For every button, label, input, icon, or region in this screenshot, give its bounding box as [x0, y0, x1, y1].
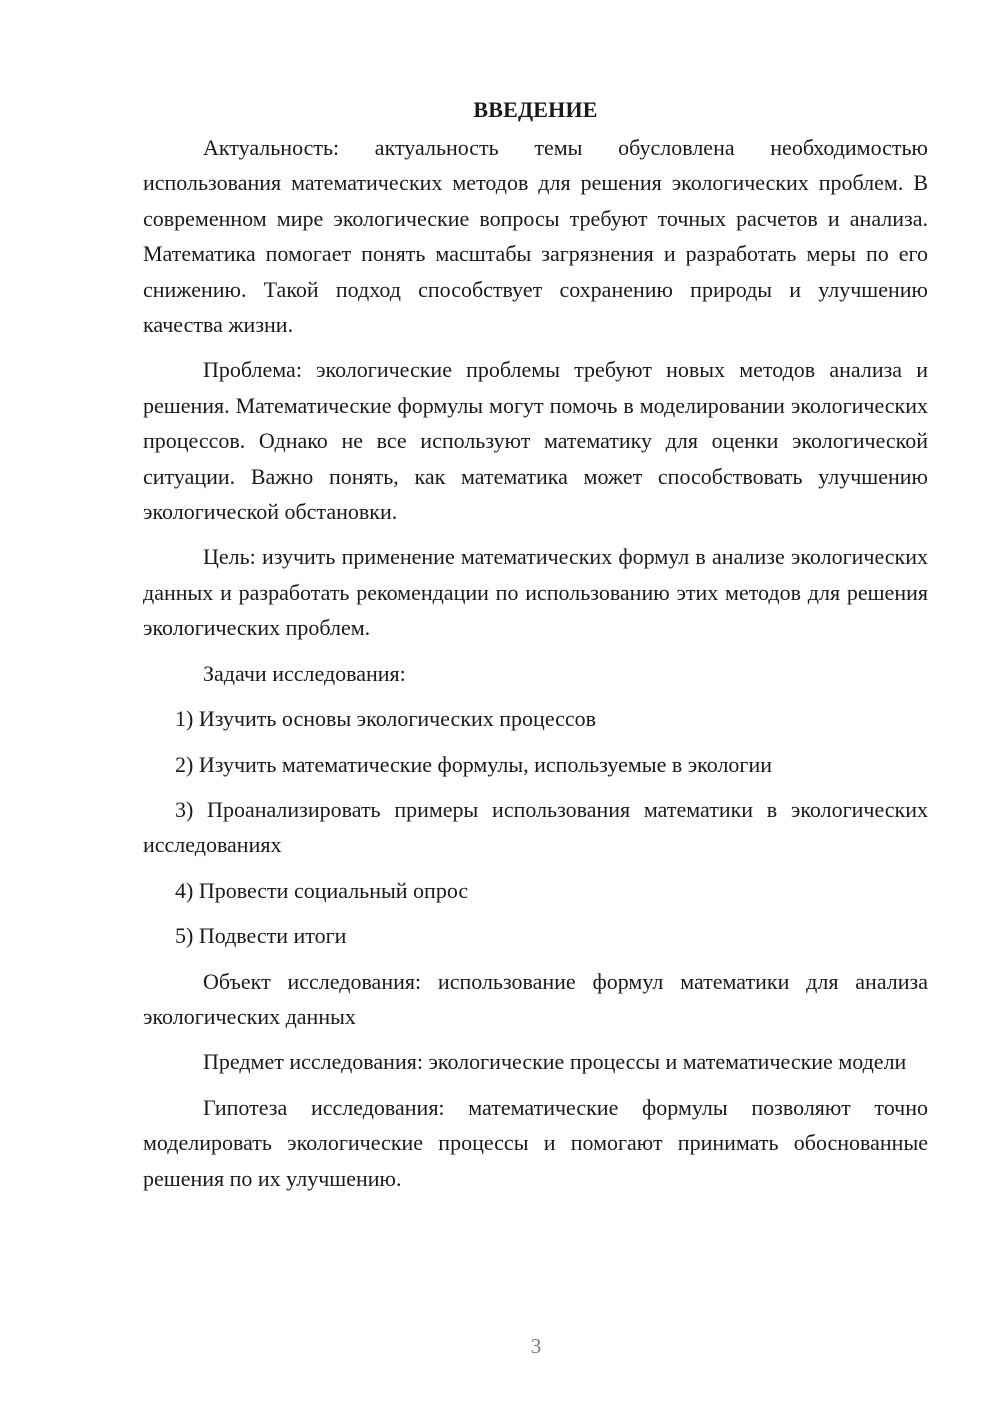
task-item-5: 5) Подвести итоги	[175, 923, 347, 949]
tasks-heading: Задачи исследования:	[203, 660, 406, 686]
paragraph-hypothesis: Гипотеза исследования: математические формулы позволяют точно моделировать экологические процессы и помогают принимать обоснованные решения по их улучшению.	[143, 1094, 928, 1191]
task-item-2: 2) Изучить математические формулы, используемые в экологии	[175, 751, 772, 777]
page-title: ВВЕДЕНИЕ	[473, 97, 598, 122]
paragraph-problem: Проблема: экологические проблемы требуют новых методов анализа и решения. Математические формулы могут помочь в моделировании экологических процессов. Однако не все используют математику для оценки экологической ситуации. Важно понять, как математика может способствовать улучшению экологической обстановки.	[143, 357, 928, 525]
task-item-1: 1) Изучить основы экологических процессов	[175, 706, 597, 732]
task-item-4: 4) Провести социальный опрос	[175, 877, 469, 903]
task-item-3: 3) Проанализировать примеры использования математики в экологических исследованиях	[143, 796, 928, 858]
paragraph-object: Объект исследования: использование формул математики для анализа экологических данных	[143, 968, 928, 1029]
paragraph-relevance: Актуальность: актуальность темы обусловлена необходимостью использования математических методов для решения экологических проблем. В современном мире экологические вопросы требуют точных расчетов и анализа. Математика помогает понять масштабы загрязнения и разработать меры по его снижению. Такой подход способствует сохранению природы и улучшению качества жизни.	[143, 135, 928, 338]
document-page	[143, 92, 928, 1206]
paragraph-subject: Предмет исследования: экологические процессы и математические модели	[203, 1049, 907, 1075]
page-number: 3	[530, 1334, 542, 1358]
paragraph-goal: Цель: изучить применение математических формул в анализе экологических данных и разработать рекомендации по использованию этих методов для решения экологических проблем.	[143, 544, 928, 641]
